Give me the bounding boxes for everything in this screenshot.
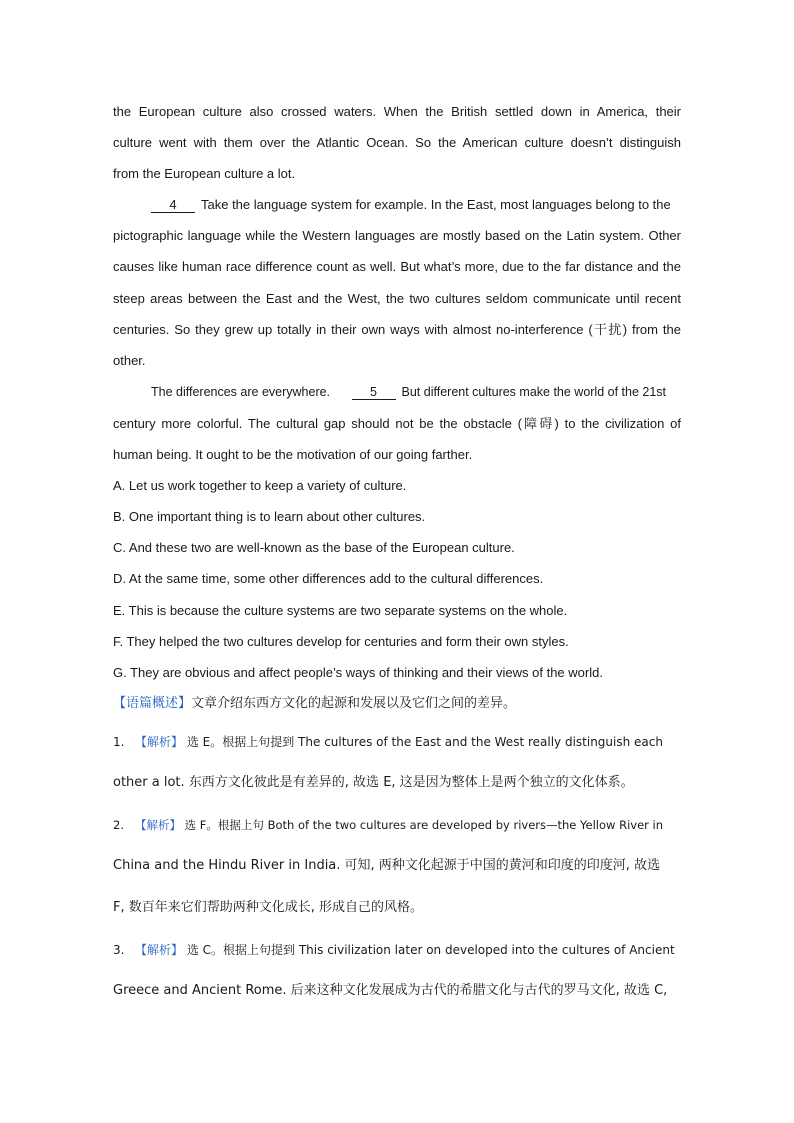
summary-label: 【语篇概述】	[113, 696, 192, 711]
analysis-label: 【解析】	[135, 943, 184, 957]
analysis-line: Greece and Ancient Rome. 后来这种文化发展成为古代的希腊文化与古代的罗马文化, 故选 C,	[113, 983, 668, 998]
option-b: B. One important thing is to learn about other cultures.	[113, 509, 426, 524]
analysis-item-1	[113, 733, 681, 751]
option-d: D. At the same time, some other differences add to the cultural differences.	[113, 571, 544, 586]
analysis-text: 选 E。根据上句提到 The cultures of the East and the West really distinguish each	[186, 735, 663, 749]
option-f: F. They helped the two cultures develop for centuries and form their own styles.	[113, 634, 569, 649]
paragraph-line: steep areas between the East and the West, the two cultures seldom communicate until recent	[113, 291, 681, 306]
summary	[113, 695, 681, 713]
paragraph-line: culture went with them over the Atlantic Ocean. So the American culture doesn’t distinguish	[113, 135, 681, 150]
option-c: C. And these two are well-known as the base of the European culture.	[113, 540, 515, 555]
summary-text: 文章介绍东西方文化的起源和发展以及它们之间的差异。	[191, 696, 517, 711]
analysis-line: other a lot. 东西方文化彼此是有差异的, 故选 E, 这是因为整体上是两个独立的文化体系。	[113, 775, 634, 790]
analysis-line: F, 数百年来它们帮助两种文化成长, 形成自己的风格。	[113, 900, 424, 915]
paragraph-line: causes like human race difference count as well. But what’s more, due to the far distance and the	[113, 259, 681, 274]
paragraph-line: human being. It ought to be the motivation of our going farther.	[113, 447, 473, 462]
analysis-number: 3.	[113, 943, 125, 957]
paragraph-text: The differences are everywhere.	[151, 385, 331, 399]
option-a: A. Let us work together to keep a variety of culture.	[113, 478, 407, 493]
paragraph-line: other.	[113, 353, 146, 368]
analysis-label: 【解析】	[135, 735, 184, 749]
paragraph-first-line	[151, 196, 681, 214]
paragraph-line: centuries. So they grew up totally in their own ways with almost no-interference (干扰) from the	[113, 322, 681, 337]
analysis-line: China and the Hindu River in India. 可知, 两种文化起源于中国的黄河和印度的印度河, 故选	[113, 858, 661, 873]
analysis-text: 选 C。根据上句提到 This civilization later on developed into the cultures of Ancient	[186, 943, 675, 957]
option-e: E. This is because the culture systems are two separate systems on the whole.	[113, 603, 568, 618]
analysis-text: 选 F。根据上句 Both of the two cultures are developed by rivers—the Yellow River in	[184, 818, 664, 832]
paragraph-line: century more colorful. The cultural gap should not be the obstacle (障碍) to the civilization of	[113, 416, 681, 431]
paragraph-text: But different cultures make the world of the 21st	[401, 385, 667, 399]
option-g: G. They are obvious and affect people’s ways of thinking and their views of the world.	[113, 665, 603, 680]
paragraph-line: from the European culture a lot.	[113, 166, 296, 181]
paragraph-line: pictographic language while the Western languages are mostly based on the Latin system. Other	[113, 228, 681, 243]
analysis-item-2	[113, 816, 681, 834]
analysis-label: 【解析】	[135, 818, 181, 832]
blank-4: 4	[151, 198, 195, 213]
analysis-number: 2.	[113, 818, 124, 832]
paragraph-text: Take the language system for example. In the East, most languages belong to the	[201, 197, 671, 212]
paragraph-first-line	[151, 383, 681, 401]
analysis-number: 1.	[113, 735, 125, 749]
paragraph-line: the European culture also crossed waters. When the British settled down in America, their	[113, 104, 681, 119]
analysis-item-3	[113, 941, 681, 959]
blank-5: 5	[352, 385, 396, 400]
